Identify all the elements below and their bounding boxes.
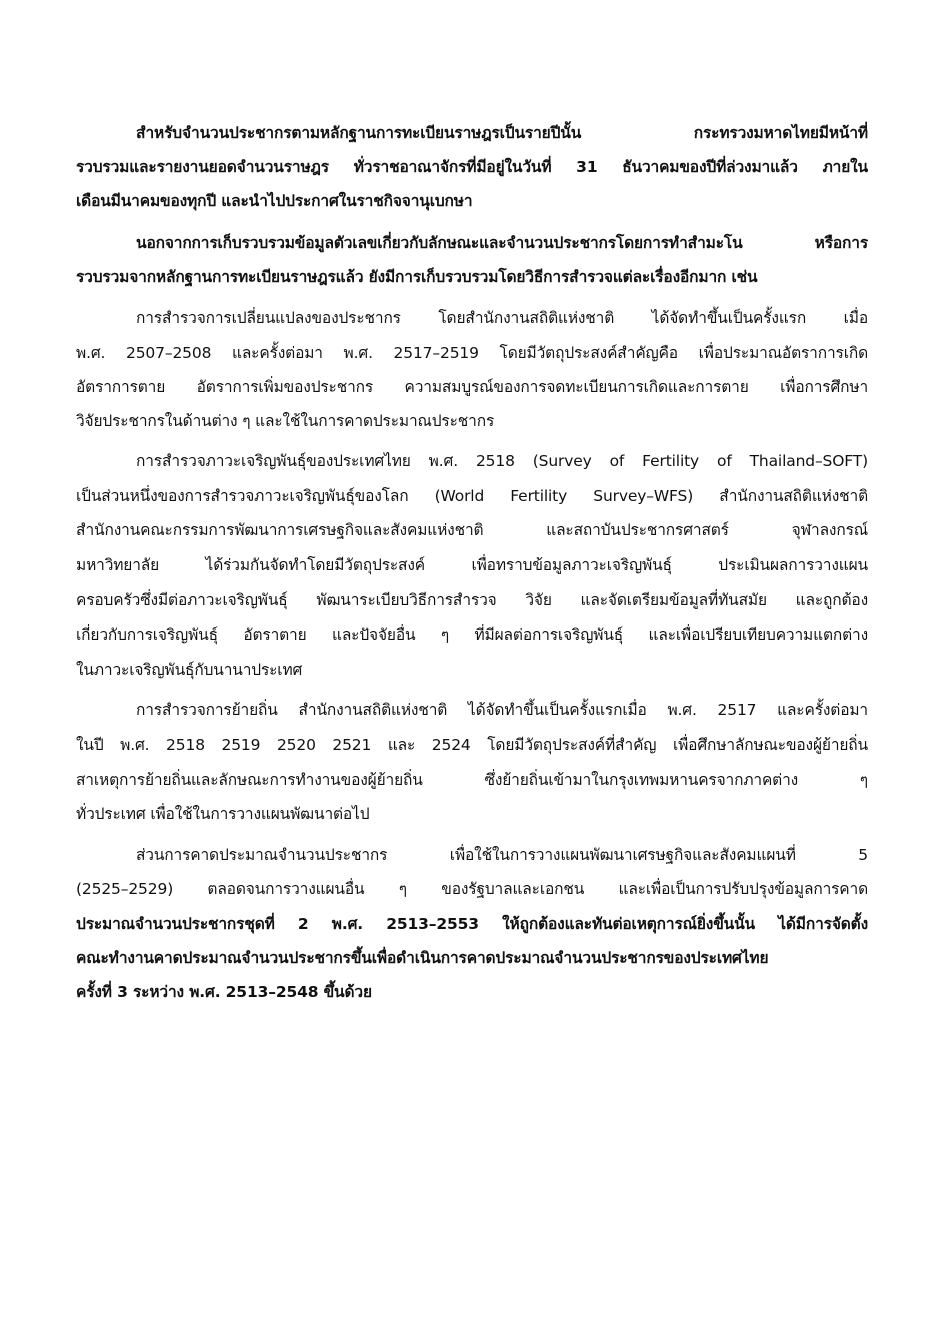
paragraph-4-line-1: การสำรวจภาวะเจริญพันธุ์ของประเทศไทย พ.ศ. 2518 (Survey of Fertility of Thailand–SOFT) [136, 452, 868, 470]
paragraph-3-line-4: วิจัยประชากรในด้านต่าง ๆ และใช้ในการคาดประมาณประชากร [76, 412, 495, 430]
paragraph-4-line-4: มหาวิทยาลัย ได้ร่วมกันจัดทำโดยมีวัตถุประสงค์ เพื่อทราบข้อมูลภาวะเจริญพันธุ์ ประเมินผลการวางแผน [76, 556, 868, 574]
paragraph-6-line-2: (2525–2529) ตลอดจนการวางแผนอื่น ๆ ของรัฐบาลและเอกชน และเพื่อเป็นการปรับปรุงข้อมูลการคาด [76, 880, 868, 898]
paragraph-5-line-1: การสำรวจการย้ายถิ่น สำนักงานสถิติแห่งชาติ ได้จัดทำขึ้นเป็นครั้งแรกเมื่อ พ.ศ. 2517 และครั้งต่อมา [136, 701, 868, 719]
paragraph-3-line-3: อัตราการตาย อัตราการเพิ่มของประชากร ความสมบูรณ์ของการจดทะเบียนการเกิดและการตาย เพื่อการศึกษา [76, 378, 868, 396]
paragraph-3-line-1: การสำรวจการเปลี่ยนแปลงของประชากร โดยสำนักงานสถิติแห่งชาติ ได้จัดทำขึ้นเป็นครั้งแรก เมื่อ [136, 309, 868, 327]
paragraph-1-line-1: สำหรับจำนวนประชากรตามหลักฐานการทะเบียนราษฎรเป็นรายปีนั้น กระทรวงมหาดไทยมีหน้าที่ [136, 124, 868, 142]
paragraph-1-line-2: รวบรวมและรายงานยอดจำนวนราษฎร ทั่วราชอาณาจักรที่มีอยู่ในวันที่ 31 ธันวาคมของปีที่ล่วงมาแล้ว ภายใน [76, 158, 868, 176]
paragraph-2-line-2: รวบรวมจากหลักฐานการทะเบียนราษฎรแล้ว ยังมีการเก็บรวบรวมโดยวิธีการสำรวจแต่ละเรื่องอีกมาก เช่น [76, 268, 758, 286]
paragraph-3-line-2: พ.ศ. 2507–2508 และครั้งต่อมา พ.ศ. 2517–2519 โดยมีวัตถุประสงค์สำคัญคือ เพื่อประมาณอัตราการเกิด [76, 344, 868, 362]
paragraph-6-line-1: ส่วนการคาดประมาณจำนวนประชากร เพื่อใช้ในการวางแผนพัฒนาเศรษฐกิจและสังคมแผนที่ 5 [136, 846, 868, 864]
paragraph-4-line-2: เป็นส่วนหนึ่งของการสำรวจภาวะเจริญพันธุ์ของโลก (World Fertility Survey–WFS) สำนักงานสถิติแห่งชาติ [76, 487, 868, 505]
paragraph-1-line-3: เดือนมีนาคมของทุกปี และนำไปประกาศในราชกิจจานุเบกษา [76, 192, 473, 210]
paragraph-4-line-3: สำนักงานคณะกรรมการพัฒนาการเศรษฐกิจและสังคมแห่งชาติ และสถาบันประชากรศาสตร์ จุฬาลงกรณ์ [76, 521, 868, 539]
paragraph-5-line-3: สาเหตุการย้ายถิ่นและลักษณะการทำงานของผู้ย้ายถิ่น ซึ่งย้ายถิ่นเข้ามาในกรุงเทพมหานครจากภาคต่าง ๆ [76, 771, 868, 789]
paragraph-4-line-6: เกี่ยวกับการเจริญพันธุ์ อัตราตาย และปัจจัยอื่น ๆ ที่มีผลต่อการเจริญพันธุ์ และเพื่อเปรียบเทียบความแตกต่าง [76, 626, 868, 644]
paragraph-5-line-2: ในปี พ.ศ. 2518 2519 2520 2521 และ 2524 โดยมีวัตถุประสงค์ที่สำคัญ เพื่อศึกษาลักษณะของผู้ย้ายถิ่น [76, 736, 868, 754]
paragraph-2-line-1: นอกจากการเก็บรวบรวมข้อมูลตัวเลขเกี่ยวกับลักษณะและจำนวนประชากรโดยการทำสำมะโน หรือการ [136, 234, 868, 252]
paragraph-5-line-4: ทั่วประเทศ เพื่อใช้ในการวางแผนพัฒนาต่อไป [76, 805, 370, 823]
paragraph-6-line-5: ครั้งที่ 3 ระหว่าง พ.ศ. 2513–2548 ขึ้นด้วย [76, 983, 372, 1001]
paragraph-6-line-3: ประมาณจำนวนประชากรชุดที่ 2 พ.ศ. 2513–2553 ให้ถูกต้องและทันต่อเหตุการณ์ยิ่งขึ้นนั้น ได้มีการจัดตั้ง [76, 915, 868, 933]
paragraph-4-line-7: ในภาวะเจริญพันธุ์กับนานาประเทศ [76, 661, 303, 679]
paragraph-4-line-5: ครอบครัวซึ่งมีต่อภาวะเจริญพันธุ์ พัฒนาระเบียบวิธีการสำรวจ วิจัย และจัดเตรียมข้อมูลที่ทันสมัย และถูกต้อง [76, 591, 868, 609]
paragraph-6-line-4: คณะทำงานคาดประมาณจำนวนประชากรขึ้นเพื่อดำเนินการคาดประมาณจำนวนประชากรของประเทศไทย [76, 949, 769, 967]
